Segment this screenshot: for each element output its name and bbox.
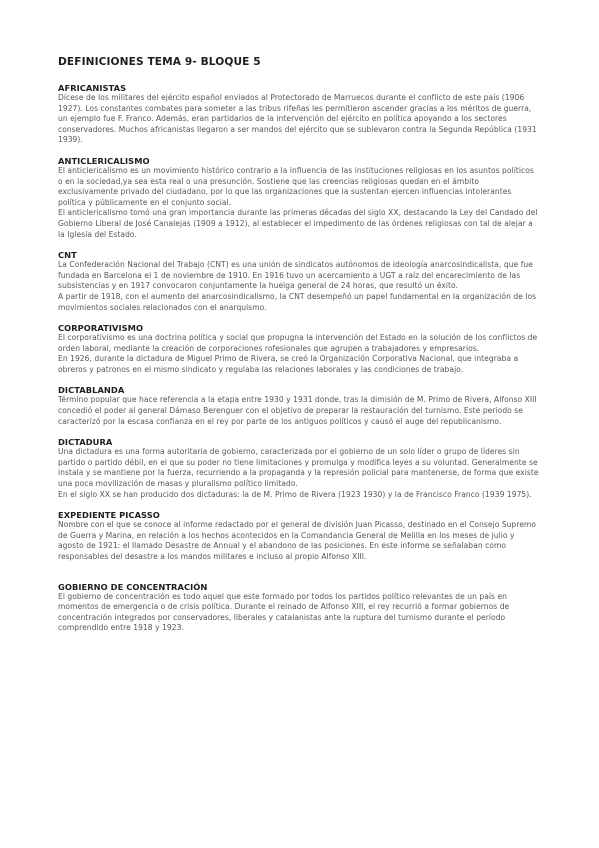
term-heading: CNT: [58, 250, 77, 261]
entry-cnt: [58, 250, 540, 313]
entry-anticlericalismo: [58, 156, 540, 240]
entry-africanistas: [58, 83, 540, 146]
term-heading: AFRICANISTAS: [58, 83, 127, 93]
definition-paragraph: El anticlericalismo es un movimiento histórico contrario a la influencia de las instituciones religiosas en los asuntos políticos o en la sociedad,ya sea esta real o una presunción. Sostiene que las creencias religiosas quedan en el ámbito exclusivamente privado del ciudadano, por lo que las organizaciones que la sustentan ejercen influencias intolerantes política y públicamente en el conjunto social.: [58, 165, 534, 207]
definition-paragraph: El corporativismo es una doctrina política y social que propugna la intervención del Estado en la solución de los conflictos de orden laboral, mediante la creación de corporaciones rofesionales que agrupen a trabajadores y empresarios.: [58, 333, 538, 353]
entry-dictadura: [58, 437, 540, 500]
definition-paragraph: Término popular que hace referencia a la etapa entre 1930 y 1931 donde, tras la dimisión de M. Primo de Rivera, Alfonso XIII concedió el poder al general Dámaso Berenguer con el objetivo de preparar la restauración del turnismo. Este periodo se caracterizó por la escasa confianza en el rey por parte de los antiguos políticos y causó el auge del republicanismo.: [58, 395, 537, 426]
definition-paragraph: Una dictadura es una forma autoritaria de gobierno, caracterizada por el gobierno de un solo líder o grupo de líderes sin partido o partido débil, en el que su poder no tiene limitaciones y promulga y modifica leyes a su voluntad. Generalmente se instala y se mantiene por la fuerza, recurriendo a la propaganda y la represión policial para mantenerse, de forma que existe una poca movilización de masas y pluralismo político limitado.: [58, 447, 539, 489]
term-heading: EXPEDIENTE PICASSO: [58, 510, 160, 521]
entry-dictablanda: [58, 385, 540, 427]
entry-corporativismo: [58, 323, 540, 375]
document-page: [58, 56, 540, 644]
term-heading: ANTICLERICALISMO: [58, 155, 150, 166]
term-heading: GOBIERNO DE CONCENTRACIÓN: [58, 581, 208, 592]
definition-paragraph: En el siglo XX se han producido dos dictaduras: la de M. Primo de Rivera (1923 1930) y la de Francisco Franco (1939 1975).: [58, 489, 532, 499]
definition-paragraph: El gobierno de concentración es todo aquel que este formado por todos los partidos político relevantes de un país en momentos de emergencia o de crisis política. Durante el reinado de Alfonso XIII, el rey recurrió a formar gobiernos de concentración integrados por conservadores, liberales y catalanistas ante la ruptura del turnismo durante el período comprendido entre 1918 y 1923.: [58, 591, 510, 633]
entry-gobierno-de-concentracion: [58, 582, 540, 634]
document-title: DEFINICIONES TEMA 9- BLOQUE 5: [58, 56, 261, 68]
definition-paragraph: Dícese de los militares del ejército español enviados al Protectorado de Marruecos durante el conflicto de este país (1906 1927). Los constantes combates para someter a las tribus rifeñas les permitieron ascender gracias a los méritos de guerra, un ejemplo fue F. Franco. Además, eran partidarios de la intervención del ejército en política apoyando a los sectores conservadores. Muchos africanistas llegaron a ser mandos del ejército que se sublevaron contra la Segunda República (1931 1939).: [58, 93, 537, 145]
definition-paragraph: La Confederación Nacional del Trabajo (CNT) es una unión de sindicatos autónomos de ideología anarcosindicalista, que fue fundada en Barcelona el 1 de noviembre de 1910. En 1916 tuvo un acercamiento a UGT a raíz del encarecimiento de las subsistencias y en 1917 convocaron conjuntamente la huelga general de 24 horas, que resultó un éxito.: [58, 260, 533, 291]
definition-paragraph: El anticlericalismo tomó una gran importancia durante las primeras décadas del siglo XX, destacando la Ley del Candado del Gobierno Liberal de José Canalejas (1909 a 1912), al establecer el impedimento de las órdenes religiosas con tal de alejar a la Iglesia del Estado.: [58, 208, 538, 239]
definition-paragraph: En 1926, durante la dictadura de Miguel Primo de Rivera, se creó la Organización Corporativa Nacional, que integraba a obreros y patronos en el mismo sindicato y regulaba las relaciones laborales y las condiciones de trabajo.: [58, 354, 519, 374]
term-heading: DICTABLANDA: [58, 385, 125, 396]
term-heading: DICTADURA: [58, 437, 113, 448]
entry-expediente-picasso: [58, 510, 540, 562]
definition-paragraph: A partir de 1918, con el aumento del anarcosindicalismo, la CNT desempeñó un papel fundamental en la organización de los movimientos sociales relacionados con el anarquismo.: [58, 291, 537, 312]
term-heading: CORPORATIVISMO: [58, 323, 144, 334]
definition-paragraph: Nombre con el que se conoce al informe redactado por el general de división Juan Picasso, destinado en el Consejo Supremo de Guerra y Marina, en relación a los hechos acontecidos en la Comandancia General de Melilla en los meses de julio y agosto de 1921: el llamado Desastre de Annual y el abandono de las posiciones. En este informe se señalaban como responsables del desastre a los mandos militares e incluso al propio Alfonso XIII.: [58, 520, 537, 561]
